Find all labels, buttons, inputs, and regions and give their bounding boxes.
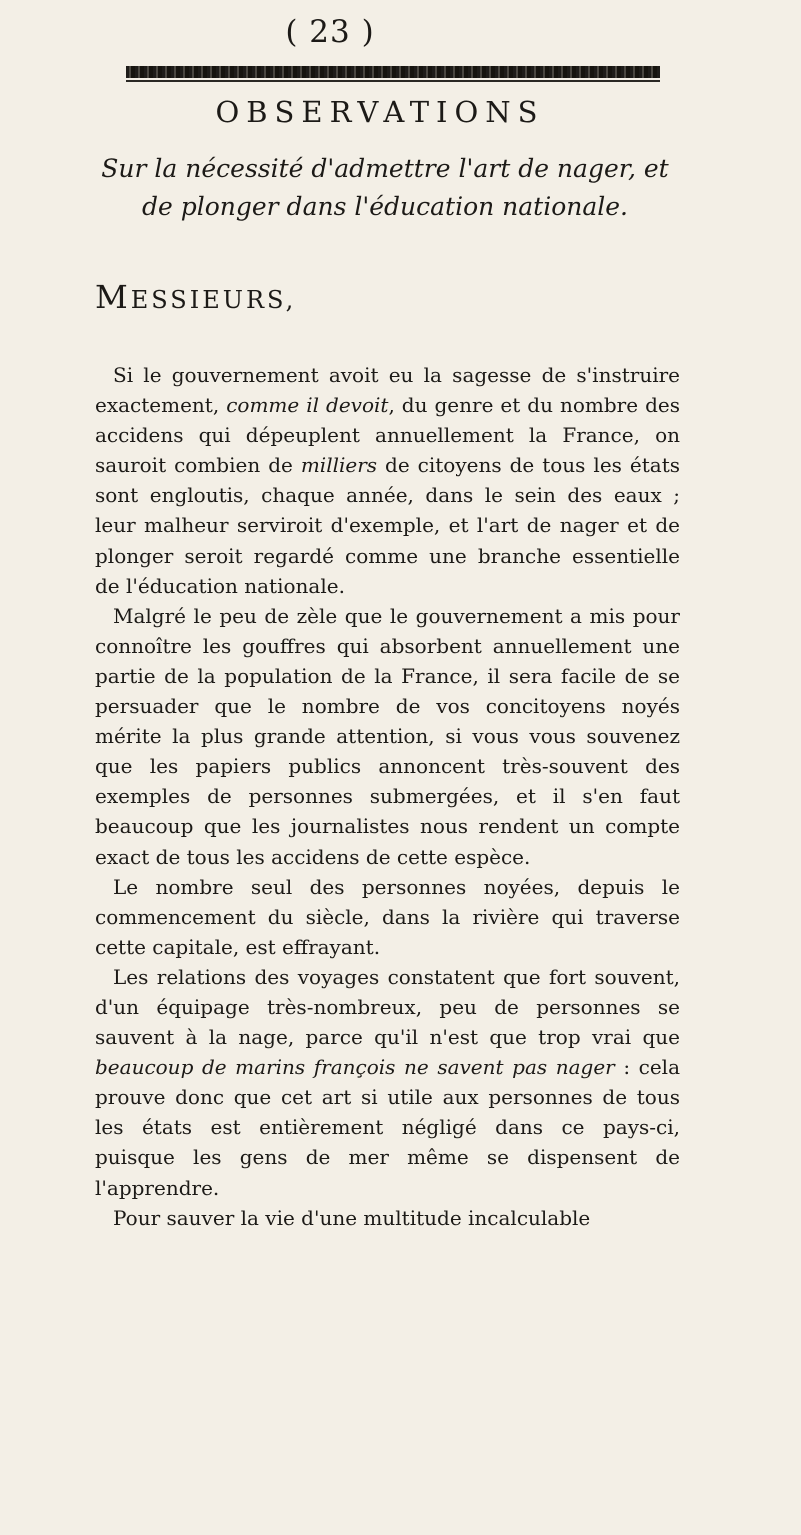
paragraph-2: Malgré le peu de zèle que le gouvernement a mis pour connoître les gouffres qui absorbent annuellement une partie de la population de la France, il sera facile de se persuader que le nombre de vos concitoyens noyés mérite la plus grande attention, si vous vous souvenez que les papiers publics annoncent très-souvent des exemples de personnes submergées, et il s'en faut beaucoup que les journalistes nous rendent un compte exact de tous les accidens de cette espèce. [95,603,680,869]
paragraph-1-italic-b: milliers [300,453,378,478]
paragraph-1 [95,360,680,601]
ornament-rule [126,66,660,78]
paragraph-3: Le nombre seul des personnes noyées, depuis le commencement du siècle, dans la rivière qui traverse cette capitale, est effrayant. [95,874,680,959]
paragraph-5: Pour sauver la vie d'une multitude incalculable [113,1205,591,1230]
paragraph-1-italic-a: comme il devoit [226,393,389,418]
page-number: ( 23 ) [285,14,375,50]
page-title: OBSERVATIONS [215,95,545,129]
paragraph-1-text-a: Si le gouvernement avoit eu la sagesse de s'instruire exactement, [95,363,680,418]
salutation-rest: ESSIEURS, [130,286,297,314]
paragraph-1-text-c: de citoyens de tous les états sont engloutis, chaque année, dans le sein des eaux ; leur malheur serviroit d'exemple, et l'art de nager et de plonger seroit regardé comme une branche essentielle de l'éducation nationale. [95,453,681,598]
paragraph-4-text-a: Les relations des voyages constatent que fort souvent, d'un équipage très-nombreux, peu de personnes se sauvent à la nage, parce qu'il n'est que trop vrai que [95,964,680,1050]
body-text [95,360,680,1233]
paragraph-4-text-b: : cela prouve donc que cet art si utile aux personnes de tous les états est entièrement négligé dans ce pays-ci, puisque les gens de mer même se dispensent de l'apprendre. [95,1055,681,1200]
page-subtitle: Sur la nécessité d'admettre l'art de nager, et de plonger dans l'éducation nationale. [101,154,669,221]
paragraph-1-text-b: , du genre et du nombre des accidens qui dépeuplent annuellement la France, on sauroit combien de [95,393,680,478]
salutation [95,278,296,316]
paragraph-4-italic: beaucoup de marins françois ne savent pas nager [95,1055,615,1080]
paragraph-4 [95,962,680,1203]
salutation-initial: M [95,278,131,316]
ornament-underline [126,80,660,82]
